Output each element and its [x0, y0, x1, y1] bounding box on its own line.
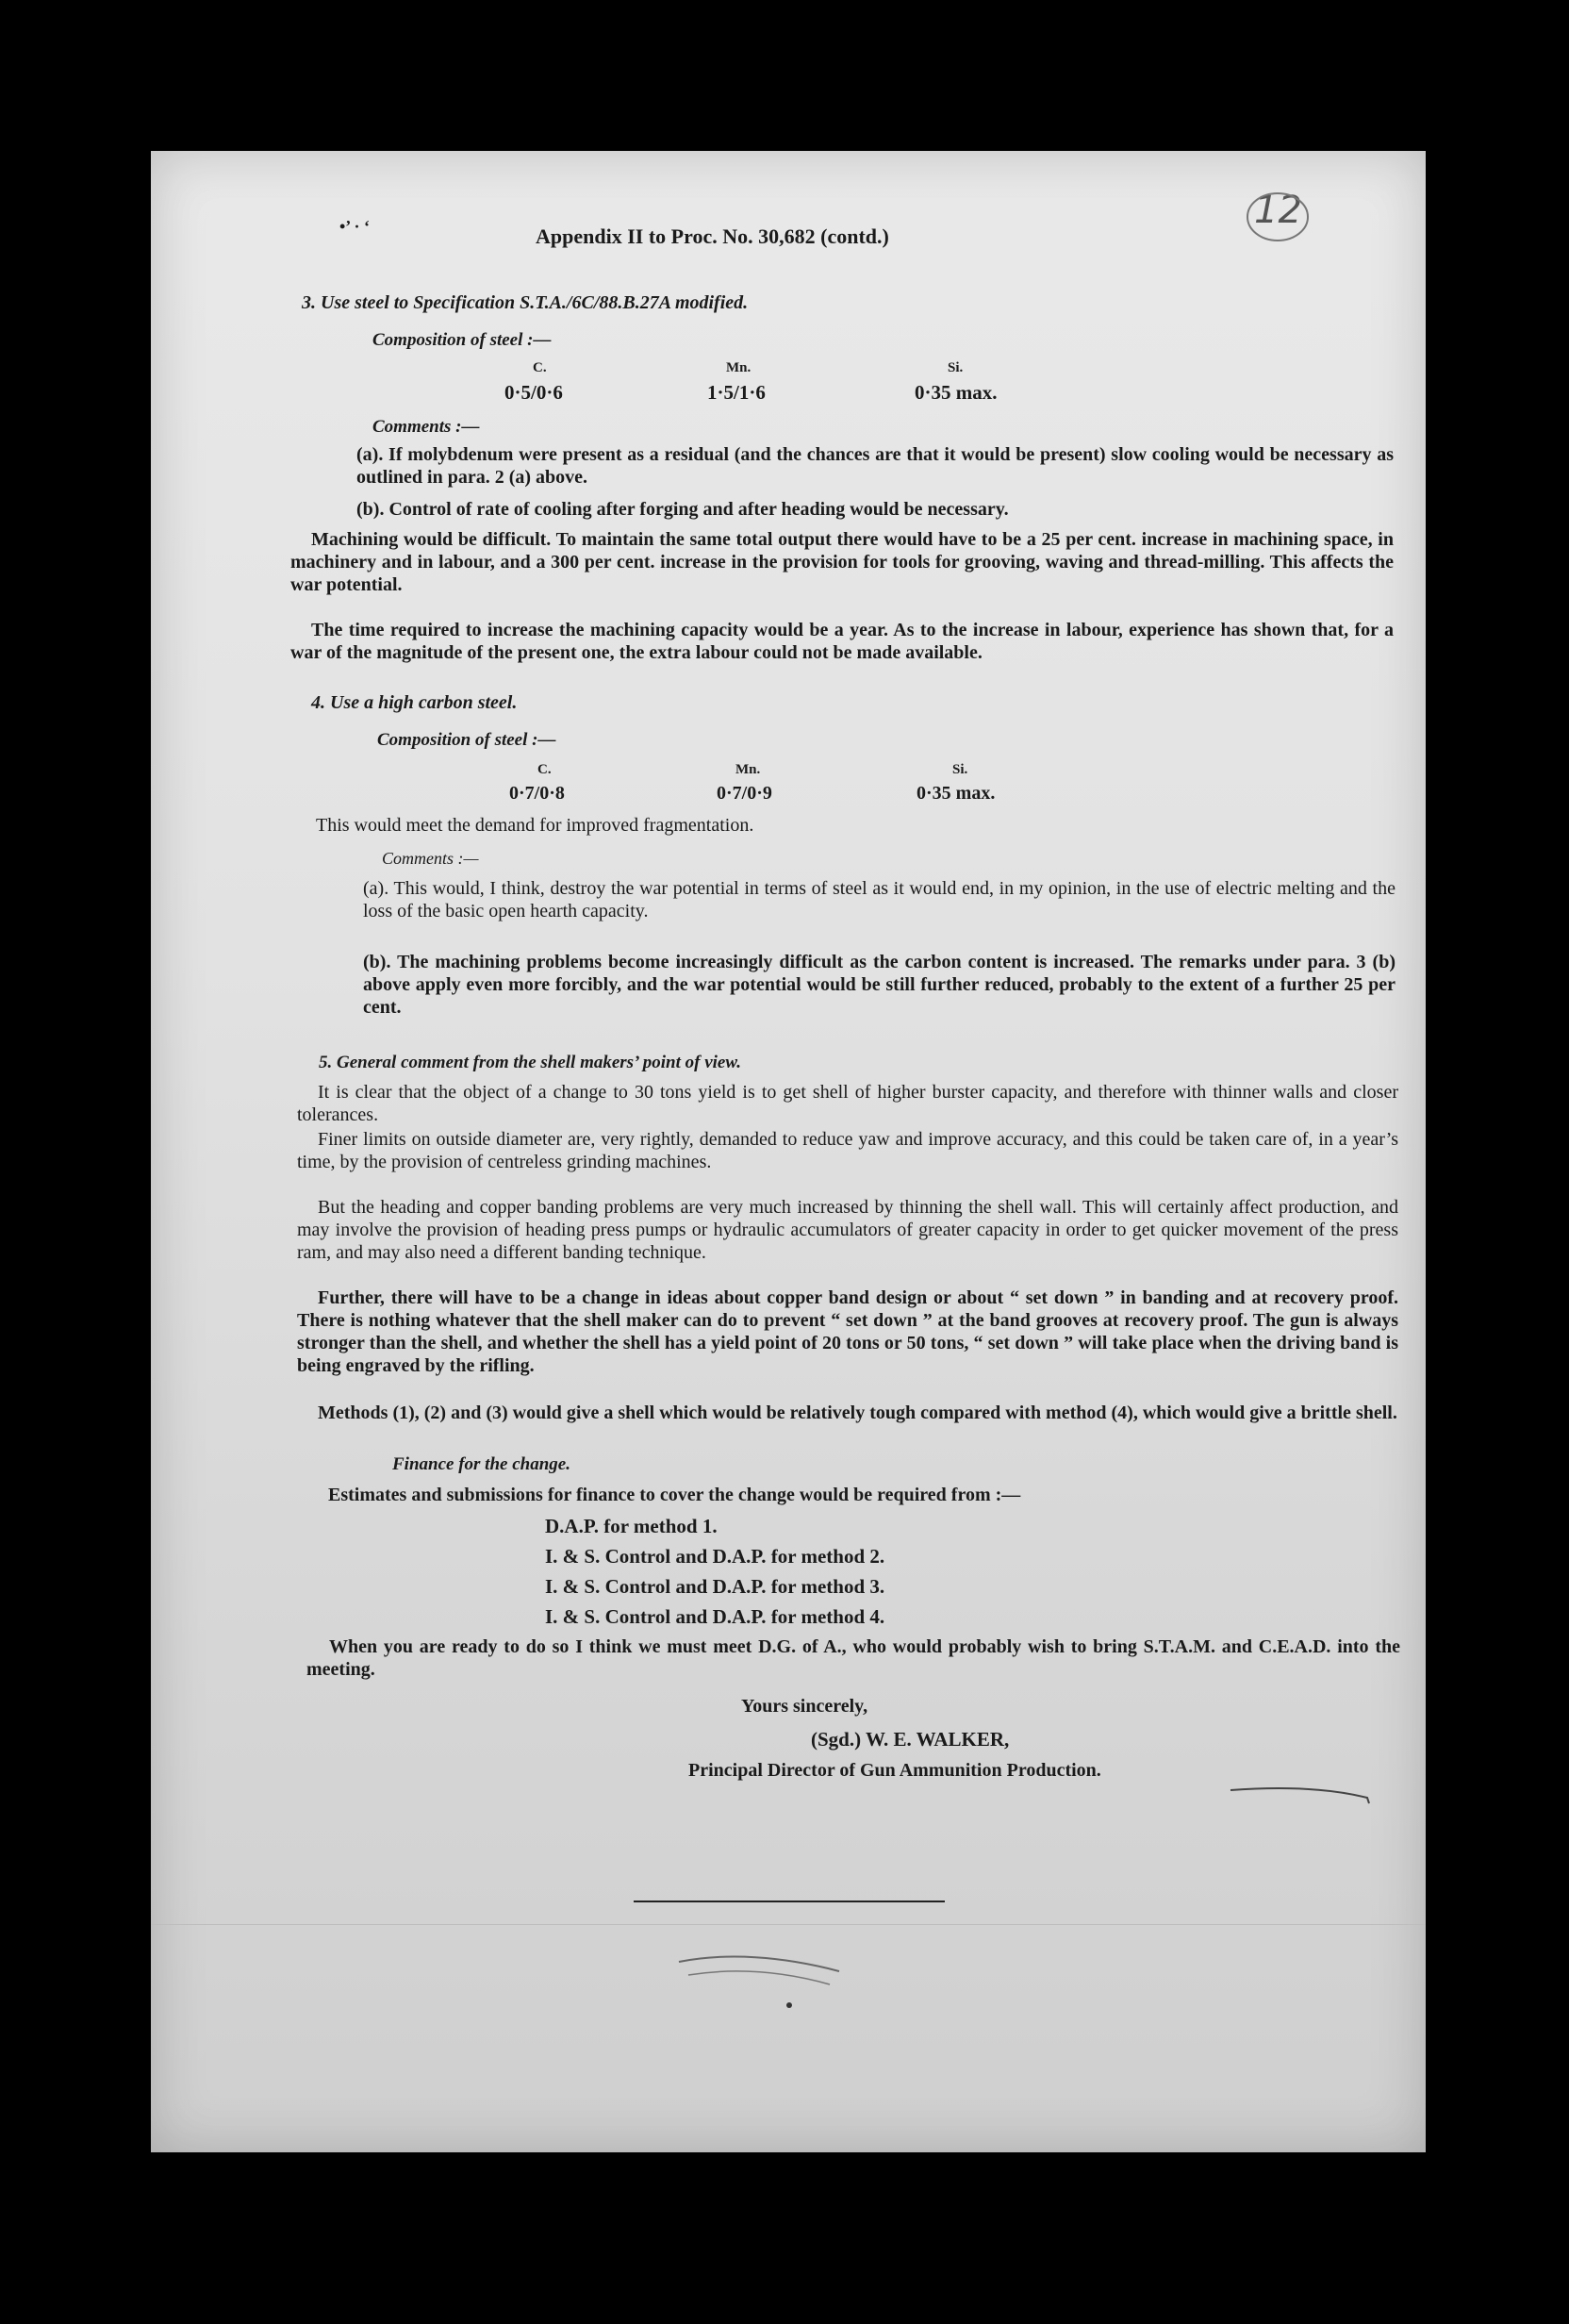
section-4-val-c: 0·7/0·8 [509, 783, 565, 804]
finance-item-2: I. & S. Control and D.A.P. for method 2. [545, 1545, 885, 1568]
page-number-circle [1245, 189, 1311, 245]
section-4-line: This would meet the demand for improved fragmentation. [316, 815, 754, 836]
section-5-paragraph-4: Further, there will have to be a change in ideas about copper band design or about “ set down ” in banding and at recovery proof. There is nothing whatever that the shell maker can do to prevent “ set down ” at the band grooves at recovery proof. The gun is always stronger than the shell, and whether the shell has a yield point of 20 tons or 50 tons, “ set down ” will take place when the driving band is being engraved by the rifling. [297, 1287, 1398, 1376]
section-3-comments-label: Comments :— [372, 417, 480, 437]
section-3-comment-b: (b). Control of rate of cooling after forging and after heading would be necessary. [356, 499, 1009, 520]
signature-title: Principal Director of Gun Ammunition Production. [688, 1760, 1101, 1781]
section-4-val-si: 0·35 max. [917, 783, 996, 804]
pen-flourish [1226, 1783, 1377, 1820]
section-4-col-si: Si. [952, 762, 968, 777]
section-3-val-si: 0·35 max. [915, 381, 998, 404]
finance-heading: Finance for the change. [392, 1454, 570, 1474]
section-3-col-si: Si. [948, 360, 964, 375]
section-3-val-mn: 1·5/1·6 [707, 381, 766, 404]
finance-item-3: I. & S. Control and D.A.P. for method 3. [545, 1575, 885, 1598]
section-5-paragraph-3: But the heading and copper banding problems are very much increased by thinning the shell wall. This will certainly affect production, and may involve the provision of heading press pumps or hydraulic accumulators of greater capacity in order to get quicker movement of the press ram, and may also need a different banding technique. [297, 1197, 1398, 1263]
section-3-col-c: C. [533, 360, 547, 375]
valediction: Yours sincerely, [741, 1696, 868, 1717]
section-3-val-c: 0·5/0·6 [504, 381, 563, 404]
section-4-col-c: C. [537, 762, 552, 777]
page-number-handwritten: 12 [1254, 189, 1302, 232]
finance-intro: Estimates and submissions for finance to cover the change would be required from :— [328, 1485, 1021, 1505]
section-4-composition-label: Composition of steel :— [377, 730, 556, 750]
section-4-comment-b: (b). The machining problems become increasingly difficult as the carbon content is increased. The remarks under para. 3 (b) above apply even more forcibly, and the war potential would be still further reduced, probably to the extent of a further 25 per cent. [363, 952, 1396, 1018]
section-3-composition-label: Composition of steel :— [372, 330, 552, 350]
section-5-paragraph-1: It is clear that the object of a change to 30 tons yield is to get shell of higher burster capacity, and therefore with thinner walls and closer tolerances. [297, 1082, 1398, 1125]
section-3-paragraph-2: The time required to increase the machining capacity would be a year. As to the increase in labour, experience has shown that, for a war of the magnitude of the present one, the extra labour could not be made available. [290, 620, 1394, 663]
corner-marks: •’ · ‘ [339, 217, 370, 236]
section-4-val-mn: 0·7/0·9 [717, 783, 772, 804]
finance-closing: When you are ready to do so I think we must meet D.G. of A., who would probably wish to bring S.T.A.M. and C.E.A.D. into the meeting. [306, 1636, 1400, 1680]
section-3-heading: 3. Use steel to Specification S.T.A./6C/88.B.27A modified. [302, 292, 749, 313]
section-5-paragraph-5: Methods (1), (2) and (3) would give a shell which would be relatively tough compared with method (4), which would give a brittle shell. [318, 1403, 1397, 1423]
section-5-paragraph-2: Finer limits on outside diameter are, very rightly, demanded to reduce yaw and improve accuracy, and this could be taken care of, in a year’s time, by the provision of centreless grinding machines. [297, 1129, 1398, 1172]
section-3-paragraph-1: Machining would be difficult. To maintain the same total output there would have to be a 25 per cent. increase in machining space, in machinery and in labour, and a 300 per cent. increase in the provision for tools for grooving, waving and thread-milling. This affects the war potential. [290, 529, 1394, 595]
signature-name: (Sgd.) W. E. WALKER, [811, 1728, 1010, 1751]
closing-rule [634, 1901, 945, 1902]
finance-item-4: I. & S. Control and D.A.P. for method 4. [545, 1605, 885, 1628]
finance-item-1: D.A.P. for method 1. [545, 1515, 718, 1537]
section-3-col-mn: Mn. [726, 360, 751, 375]
page-fold-line [151, 1924, 1426, 1925]
section-4-comments-label: Comments :— [382, 849, 479, 868]
page-header: Appendix II to Proc. No. 30,682 (contd.) [536, 224, 889, 248]
section-4-heading: 4. Use a high carbon steel. [311, 692, 518, 713]
handwritten-mark [669, 1943, 858, 2018]
section-3-comment-a: (a). If molybdenum were present as a residual (and the chances are that it would be present) slow cooling would be necessary as outlined in para. 2 (a) above. [356, 444, 1394, 488]
document-page [151, 151, 1426, 2152]
section-4-col-mn: Mn. [735, 762, 761, 777]
section-4-comment-a: (a). This would, I think, destroy the war potential in terms of steel as it would end, in my opinion, in the use of electric melting and the loss of the basic open hearth capacity. [363, 878, 1396, 921]
section-5-heading: 5. General comment from the shell makers’ point of view. [319, 1053, 742, 1072]
